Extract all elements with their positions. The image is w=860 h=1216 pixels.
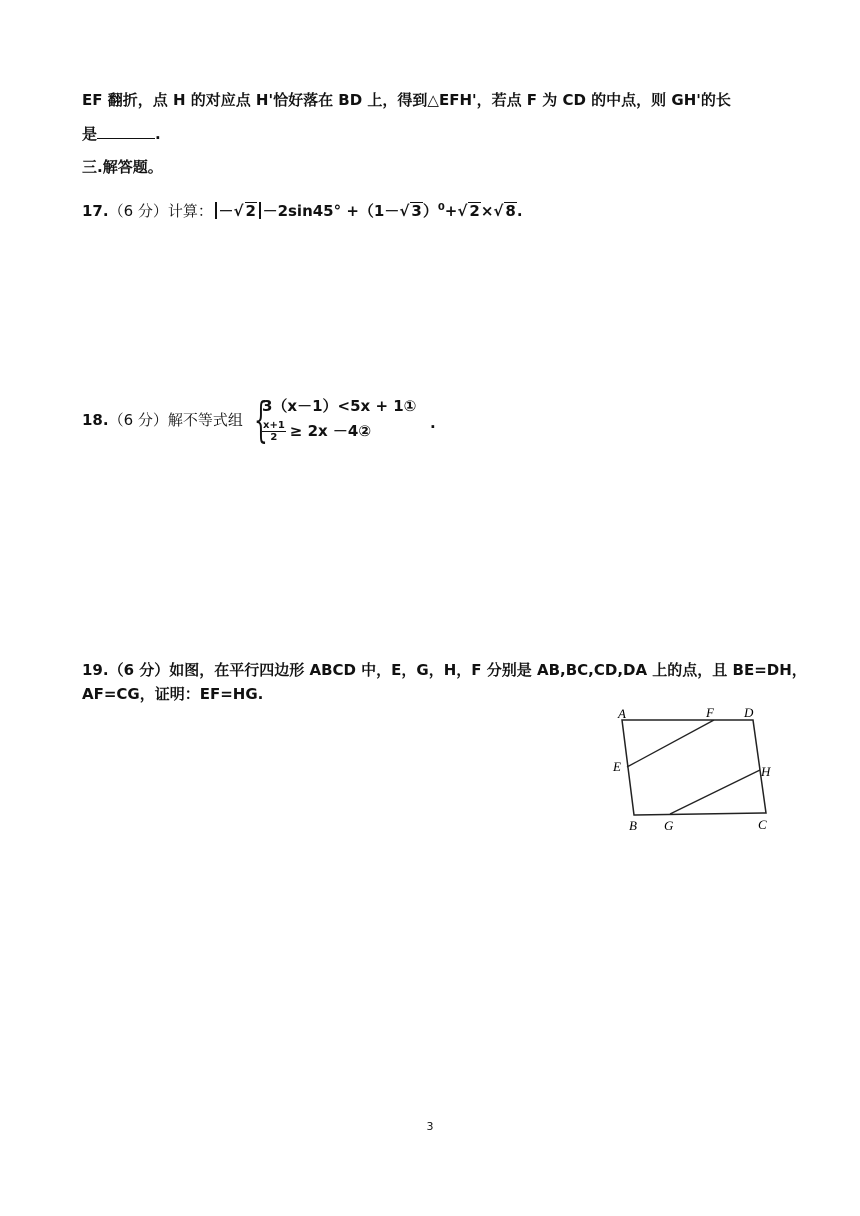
q18-fraction [262, 420, 286, 443]
label-f: F [706, 705, 714, 720]
q17-plus: + [444, 202, 458, 220]
prev-problem-line1: EF 翻折，点 H 的对应点 H'恰好落在 BD 上，得到△EFH'，若点 F 为 CD 的中点，则 GH'的长 [82, 91, 731, 109]
q17-sqrt-2: 2 [245, 202, 256, 220]
q18-score: （6 分） [108, 411, 168, 429]
page-number: 3 [426, 1120, 434, 1133]
parallelogram-abcd [622, 720, 766, 815]
q17-times: × [480, 202, 494, 220]
q17-number: 17. [82, 202, 109, 220]
segment-hg [670, 770, 760, 814]
q18-inequality-1: 3（x－1）<5x + 1① [262, 397, 417, 415]
label-g: G [664, 818, 674, 833]
q18-number: 18. [82, 411, 109, 429]
question-19-line2: AF=CG，证明：EF=HG. [82, 685, 264, 703]
q17-part3: ） [422, 202, 438, 220]
q18-ineq2-rest: ≥ 2x －4② [289, 422, 372, 440]
q17-instruction: 计算： [167, 202, 213, 220]
q17-part2: －2sin45° +（1－ [262, 202, 400, 220]
q18-instruction: 解不等式组 [167, 411, 243, 429]
segment-ef [627, 720, 714, 767]
abs-bar-left [215, 202, 217, 219]
q17-sqrt-8: 8 [505, 202, 516, 220]
label-b: B [629, 818, 637, 833]
system-brace: { [254, 392, 268, 448]
label-e: E [613, 759, 621, 774]
question-19-line1: 19.（6 分）如图，在平行四边形 ABCD 中，E，G，H，F 分别是 AB,BC,CD,DA 上的点，且 BE=DH， [82, 661, 807, 679]
q18-inequality-2 [262, 420, 371, 443]
q18-end: . [430, 414, 436, 432]
abs-bar-right [259, 202, 261, 219]
q17-sqrt-3: 3 [411, 202, 422, 220]
q17-end: . [516, 202, 523, 220]
q17-score: （6 分） [108, 202, 168, 220]
label-a: A [618, 706, 626, 721]
label-d: D [744, 705, 754, 720]
q18-frac-num: x+1 [263, 420, 285, 431]
label-c: C [758, 817, 767, 832]
question-17: 17.（6 分）计算： －√ 2 －2sin45° +（1－√ 3）$^0$+√ 2×√ 8. [82, 202, 523, 220]
q17-minus: － [218, 202, 234, 220]
answer-blank [97, 124, 155, 139]
prev-problem-line2 [82, 124, 161, 144]
label-h: H [761, 764, 771, 779]
parallelogram-figure [610, 700, 790, 840]
question-18 [82, 410, 243, 430]
prev-problem-suffix: . [155, 125, 161, 143]
prev-problem-prefix: 是 [82, 125, 98, 143]
q18-frac-den: 2 [270, 432, 278, 443]
section-title: 三.解答题。 [82, 158, 163, 176]
q17-sqrt-2b: 2 [469, 202, 480, 220]
q17-exponent: 0 [437, 202, 445, 213]
